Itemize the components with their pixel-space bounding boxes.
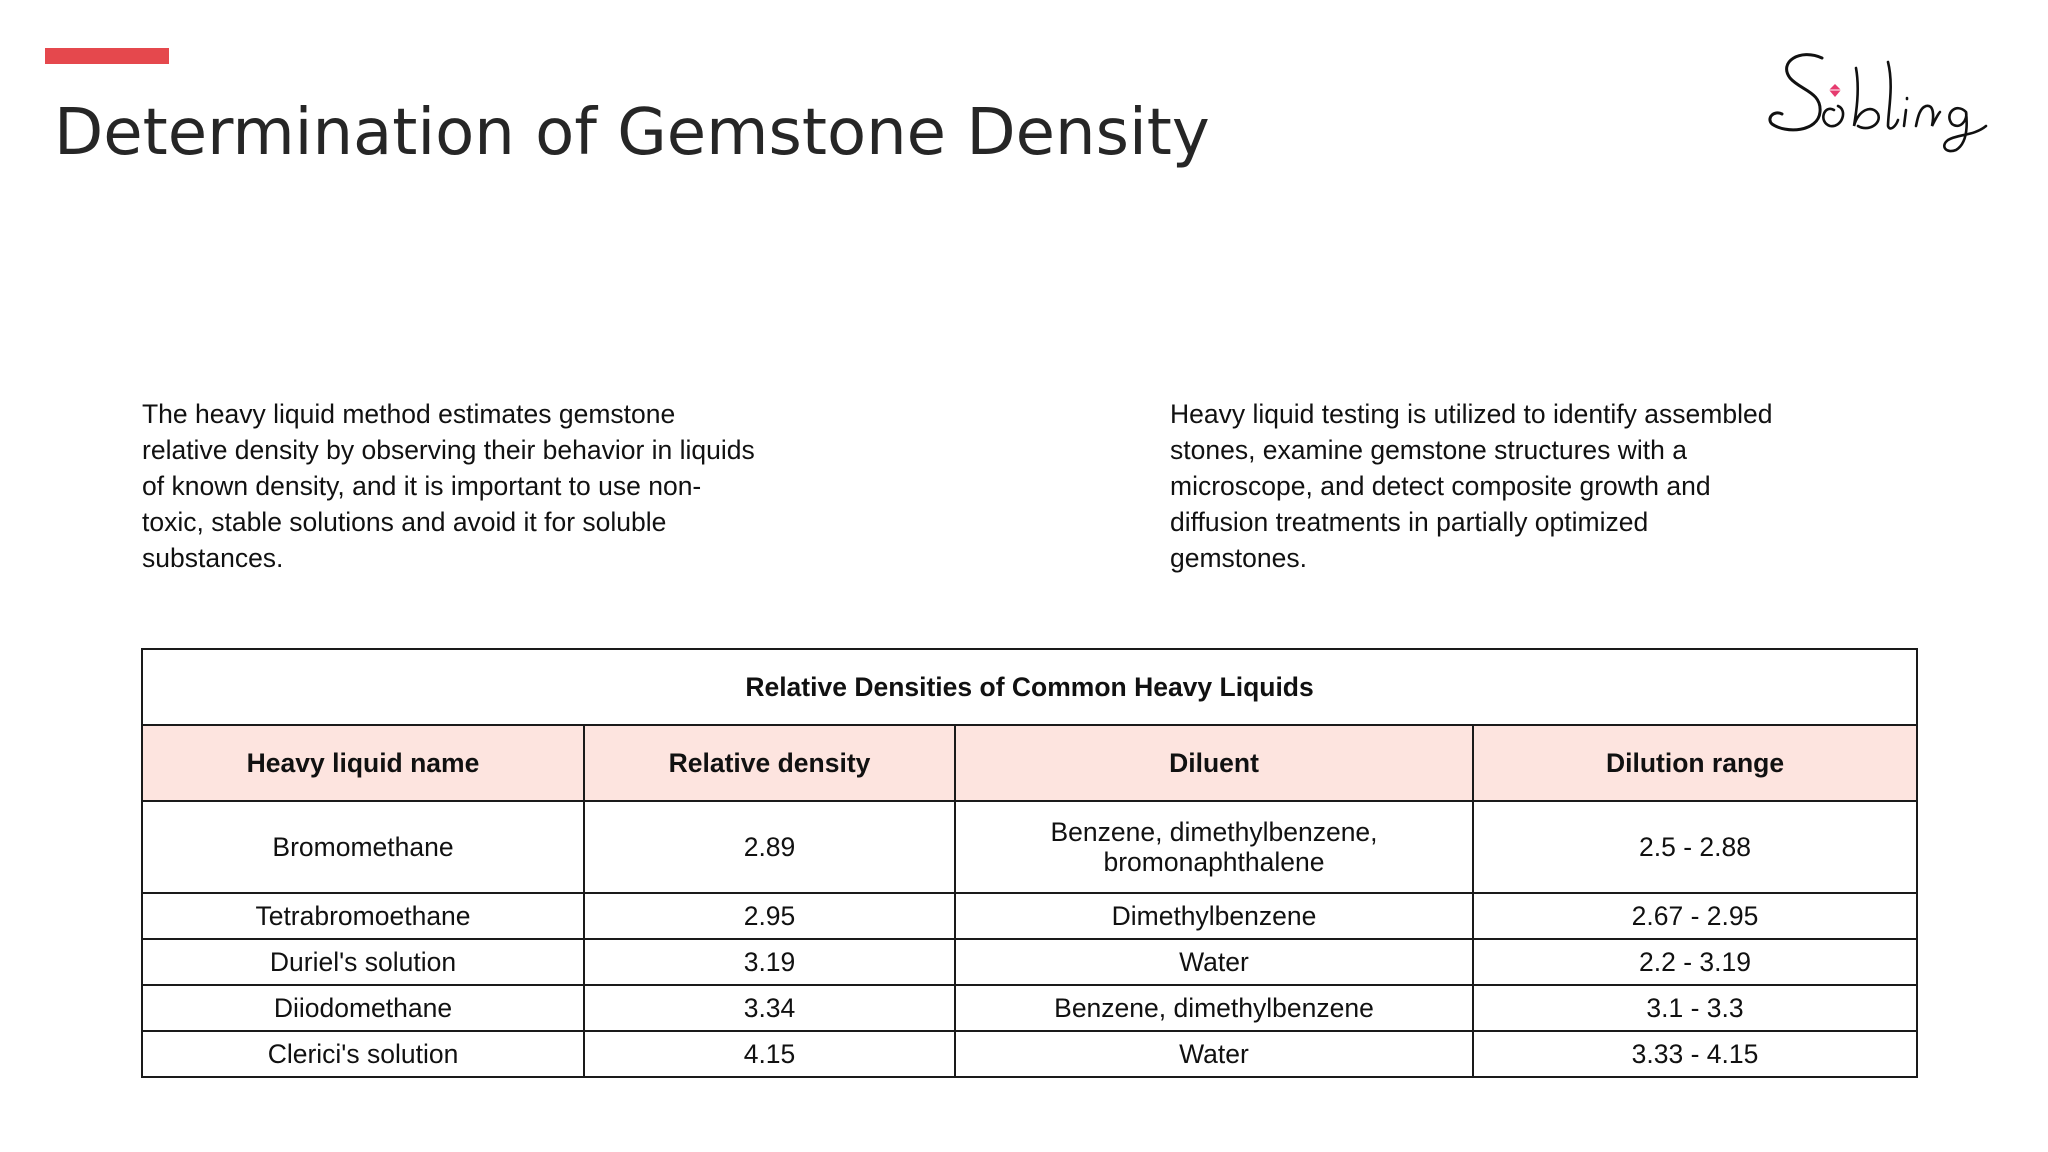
liquid-name-cell: Tetrabromoethane (142, 893, 584, 939)
intro-paragraph-right: Heavy liquid testing is utilized to identify assembled stones, examine gemstone structures with a microscope, and detect composite growth and diffusion treatments in partially optimized gemstones. (1170, 399, 1773, 573)
column-header-diluent: Diluent (955, 725, 1473, 801)
column-header-liquid-name: Heavy liquid name (142, 725, 584, 801)
dilution-range-cell: 3.1 - 3.3 (1473, 985, 1917, 1031)
table-row (142, 939, 1917, 985)
dilution-range-cell: 3.33 - 4.15 (1473, 1031, 1917, 1077)
liquid-name-cell: Bromomethane (142, 801, 584, 893)
column-header-relative-density: Relative density (584, 725, 955, 801)
relative-density-cell: 3.34 (584, 985, 955, 1031)
dilution-range-cell: 2.5 - 2.88 (1473, 801, 1917, 893)
relative-density-cell: 4.15 (584, 1031, 955, 1077)
title-accent-bar (45, 48, 169, 64)
dilution-range-cell: 2.2 - 3.19 (1473, 939, 1917, 985)
diluent-cell: Water (955, 939, 1473, 985)
table-header-row (142, 725, 1917, 801)
sobling-logo (1760, 40, 2010, 160)
table-row (142, 801, 1917, 893)
diluent-cell: Water (955, 1031, 1473, 1077)
diluent-cell: Dimethylbenzene (955, 893, 1473, 939)
intro-paragraph-left: The heavy liquid method estimates gemstone relative density by observing their behavior in liquids of known density, and it is important to use non-toxic, stable solutions and avoid it for soluble substances. (142, 399, 755, 573)
table-row (142, 1031, 1917, 1077)
relative-density-cell: 3.19 (584, 939, 955, 985)
table-caption: Relative Densities of Common Heavy Liquids (142, 649, 1917, 725)
column-header-dilution-range: Dilution range (1473, 725, 1917, 801)
heavy-liquids-table (141, 648, 1918, 1078)
page-title: Determination of Gemstone Density (54, 96, 1210, 170)
dilution-range-cell: 2.67 - 2.95 (1473, 893, 1917, 939)
diluent-cell: Benzene, dimethylbenzene, bromonaphthalene (955, 801, 1473, 893)
diluent-cell: Benzene, dimethylbenzene (955, 985, 1473, 1031)
liquid-name-cell: Clerici's solution (142, 1031, 584, 1077)
relative-density-cell: 2.95 (584, 893, 955, 939)
table-row (142, 893, 1917, 939)
liquid-name-cell: Diiodomethane (142, 985, 584, 1031)
table-row (142, 985, 1917, 1031)
relative-density-cell: 2.89 (584, 801, 955, 893)
liquid-name-cell: Duriel's solution (142, 939, 584, 985)
